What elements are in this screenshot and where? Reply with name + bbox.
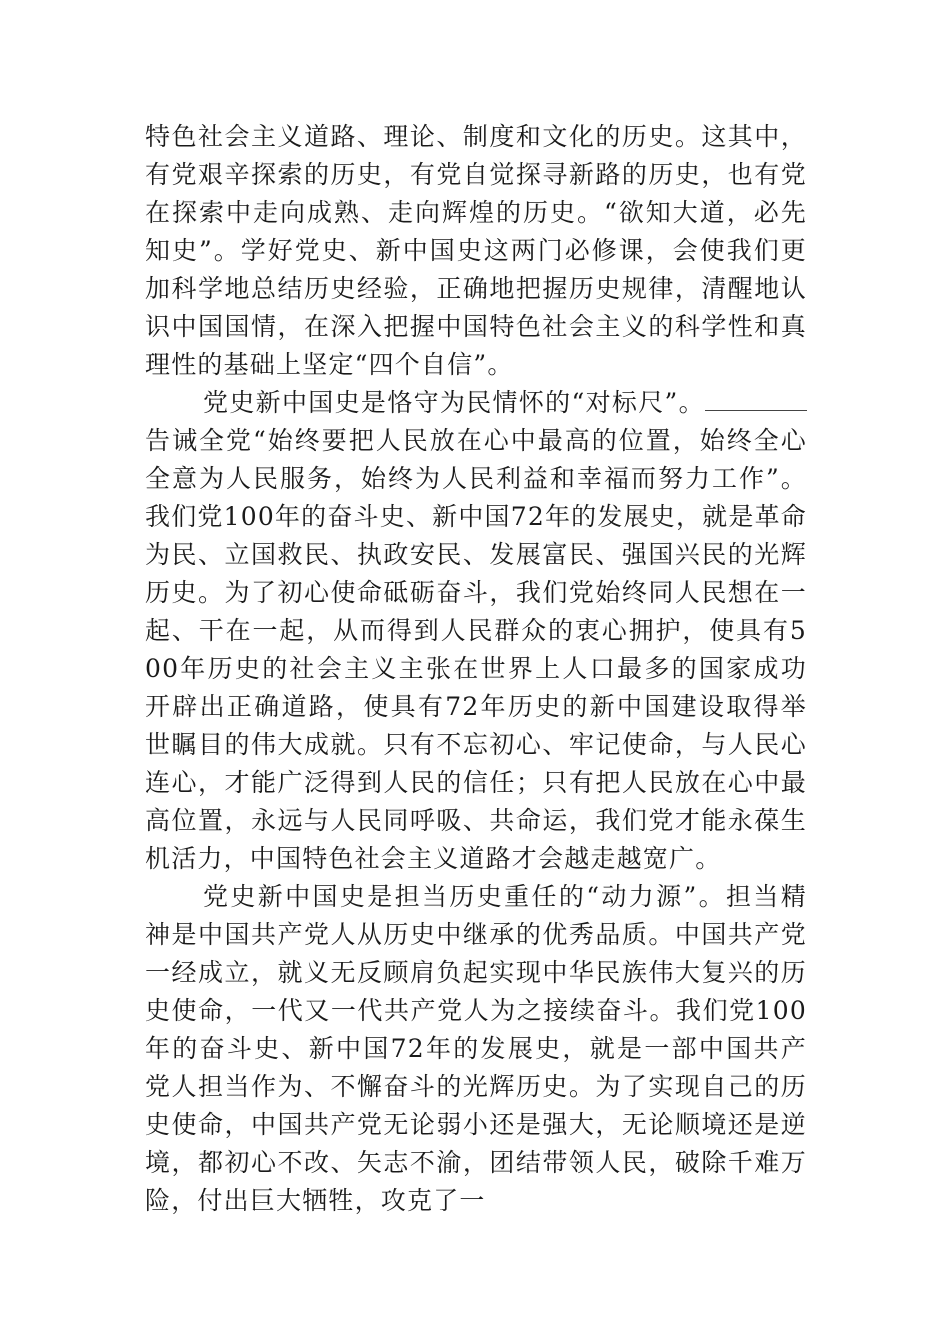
fill-in-blank xyxy=(705,388,807,411)
paragraph-1: 特色社会主义道路、理论、制度和文化的历史。这其中，有党艰辛探索的历史，有党自觉探寻新路的历史，也有党在探索中走向成熟、走向辉煌的历史。“欲知大道，必先知史”。学好党史、新中国史这两门必修课，会使我们更加科学地总结历史经验，正确地把握历史规律，清醒地认识中国国情，在深入把握中国特色社会主义的科学性和真理性的基础上坚定“四个自信”。 xyxy=(145,122,807,379)
paragraph-2-body: 告诫全党“始终要把人民放在心中最高的位置，始终全心全意为人民服务，始终为人民利益和幸福而努力工作”。我们党100年的奋斗史、新中国72年的发展史，就是革命为民、立国救民、执政安民、发展富民、强国兴民的光辉历史。为了初心使命砥砺奋斗，我们党始终同人民想在一起、干在一起，从而得到人民群众的衷心拥护，使具有500年历史的社会主义主张在世界上人口最多的国家成功开辟出正确道路，使具有72年历史的新中国建设取得举世瞩目的伟大成就。只有不忘初心、牢记使命，与人民心连心，才能广泛得到人民的信任；只有把人民放在心中最高位置，永远与人民同呼吸、共命运，我们党才能永葆生机活力，中国特色社会主义道路才会越走越宽广。 xyxy=(145,426,807,873)
document-body xyxy=(145,118,807,1220)
paragraph-2-lead: 党史新中国史是恪守为民情怀的“对标尺”。 xyxy=(203,388,705,417)
paragraph-2 xyxy=(145,384,807,878)
paragraph-3: 党史新中国史是担当历史重任的“动力源”。担当精神是中国共产党人从历史中继承的优秀品质。中国共产党一经成立，就义无反顾肩负起实现中华民族伟大复兴的历史使命，一代又一代共产党人为之接续奋斗。我们党100年的奋斗史、新中国72年的发展史，就是一部中国共产党人担当作为、不懈奋斗的光辉历史。为了实现自己的历史使命，中国共产党无论弱小还是强大，无论顺境还是逆境，都初心不改、矢志不渝，团结带领人民，破除千难万险，付出巨大牺牲，攻克了一 xyxy=(145,882,807,1215)
